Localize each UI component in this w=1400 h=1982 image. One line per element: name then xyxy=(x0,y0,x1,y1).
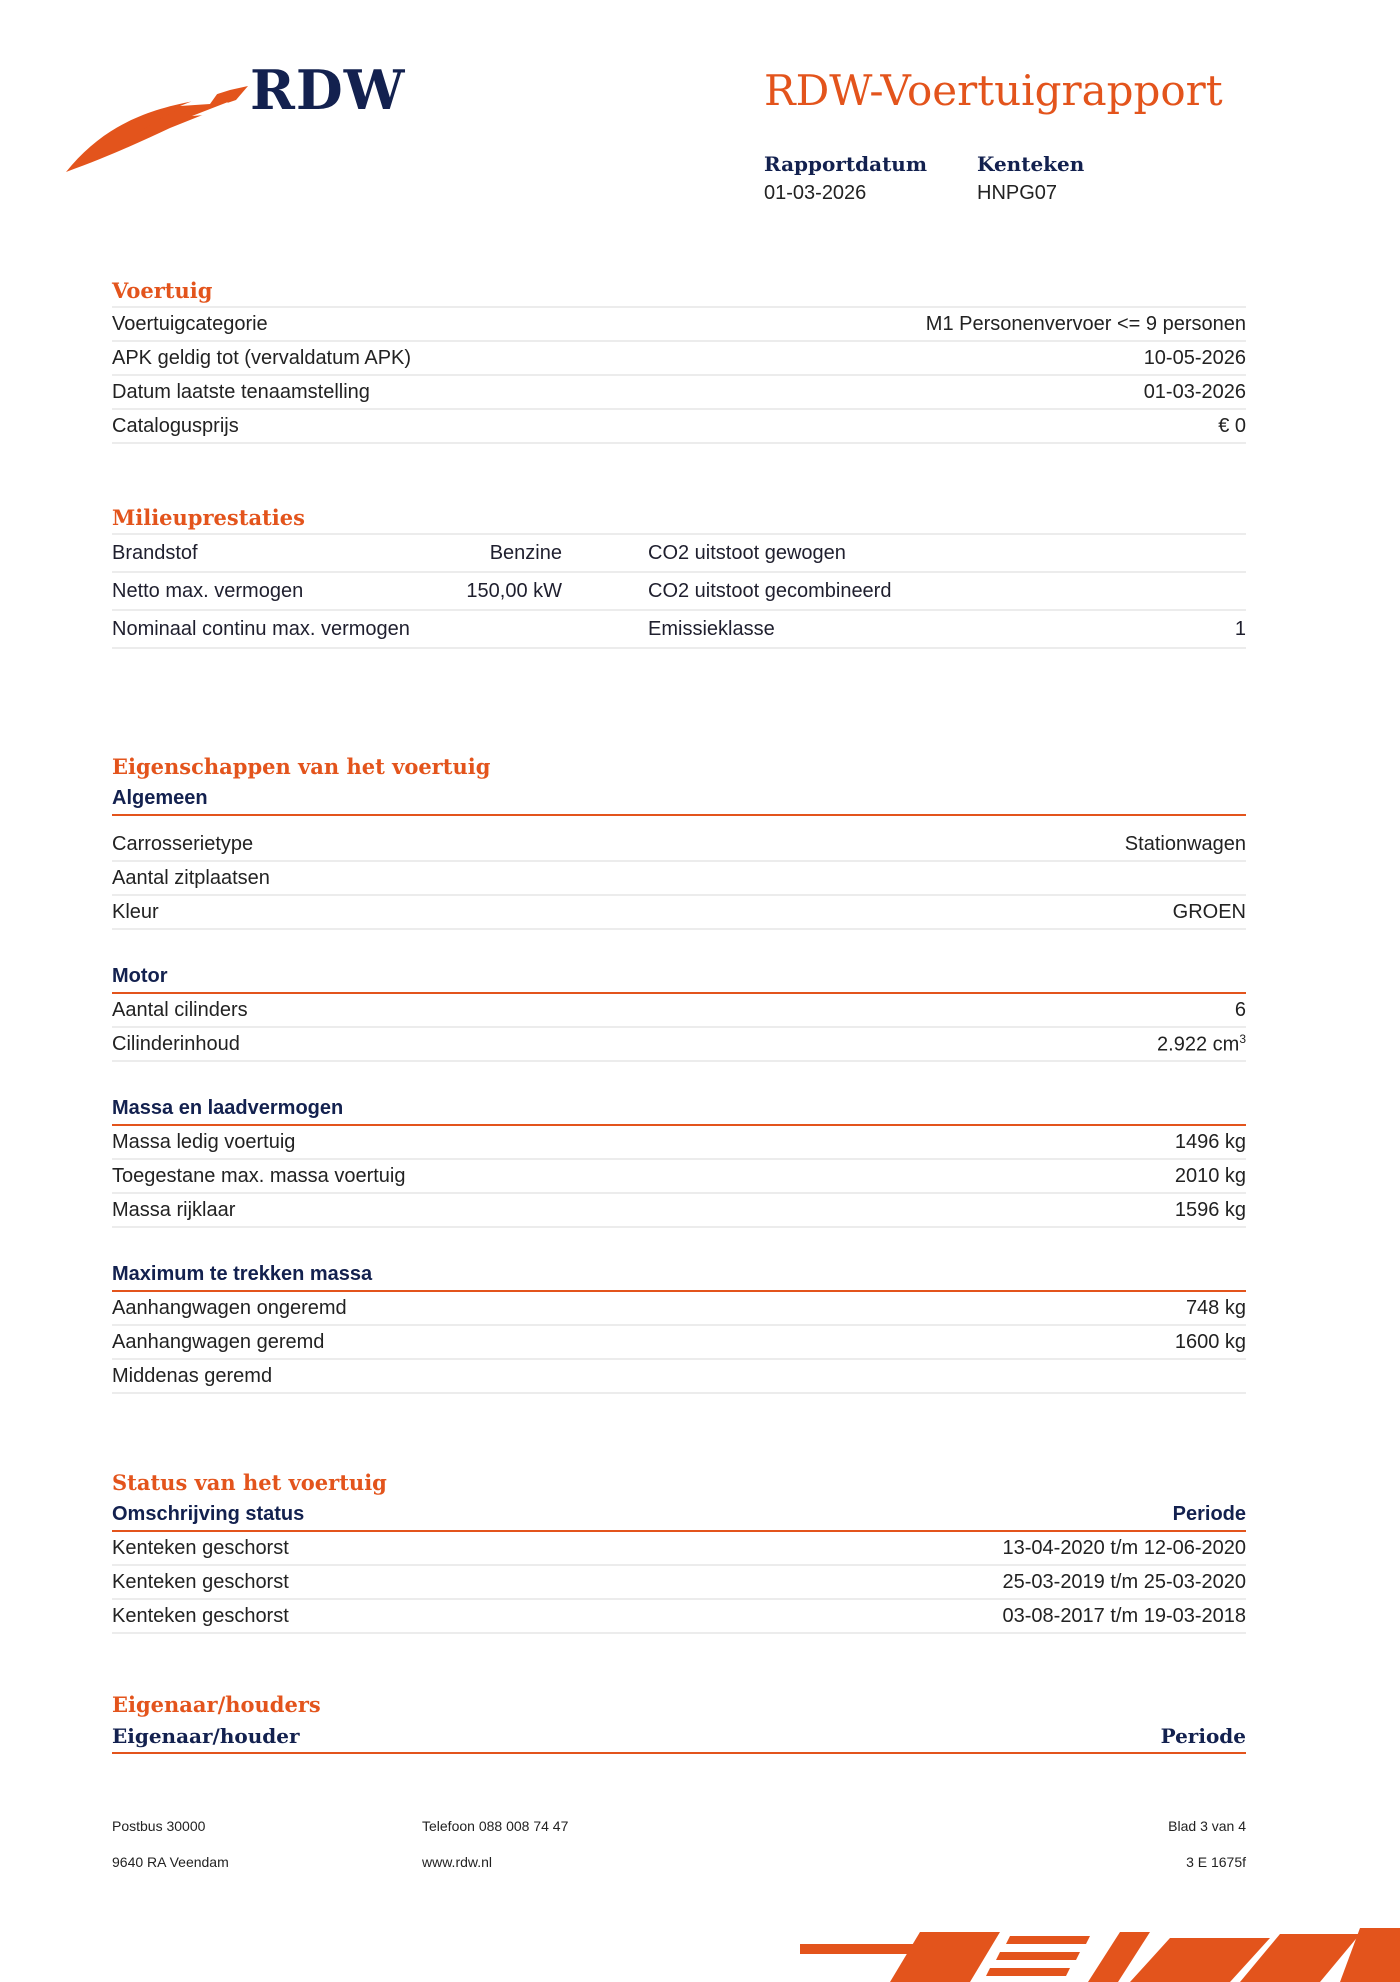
table-row xyxy=(112,306,1246,342)
section-milieu xyxy=(112,503,1246,649)
section-eigenaar xyxy=(112,1690,1246,1754)
row-label: Massa ledig voertuig xyxy=(112,1130,296,1153)
row-label: Brandstof xyxy=(112,541,198,564)
table-row xyxy=(112,611,1246,649)
row-label: Toegestane max. massa voertuig xyxy=(112,1164,406,1187)
table-row xyxy=(112,1532,1246,1566)
footer-postbus: Postbus 30000 xyxy=(112,1818,206,1834)
row-label: APK geldig tot (vervaldatum APK) xyxy=(112,346,412,369)
row-label: Netto max. vermogen xyxy=(112,579,304,602)
row-value xyxy=(1157,1032,1246,1057)
table-row xyxy=(112,828,1246,862)
row-label: Voertuigcategorie xyxy=(112,312,268,335)
subsection-title-massa: Massa en laadvermogen xyxy=(112,1092,1246,1126)
row-label: Kenteken geschorst xyxy=(112,1604,289,1627)
section-title: Eigenaar/houders xyxy=(112,1692,321,1717)
table-row xyxy=(112,994,1246,1028)
row-label: Nominaal continu max. vermogen xyxy=(112,617,410,640)
footer-page-number: Blad 3 van 4 xyxy=(1168,1818,1246,1834)
row-value: 150,00 kW xyxy=(466,579,562,602)
subsection-title-trekken: Maximum te trekken massa xyxy=(112,1258,1246,1292)
row-label: Carrosserietype xyxy=(112,832,254,855)
row-label: Cilinderinhoud xyxy=(112,1032,240,1055)
row-label: CO2 uitstoot gewogen xyxy=(648,541,846,564)
footer-phone: Telefoon 088 008 74 47 xyxy=(422,1818,569,1834)
table-row xyxy=(112,1292,1246,1326)
table-row xyxy=(112,342,1246,376)
row-value: Benzine xyxy=(489,541,562,564)
value-text: 2.922 cm xyxy=(1157,1033,1240,1056)
footer-code: 3 E 1675f xyxy=(1186,1854,1246,1870)
row-value: Stationwagen xyxy=(1124,832,1246,855)
row-value: 1600 kg xyxy=(1174,1330,1246,1353)
row-label: CO2 uitstoot gecombineerd xyxy=(648,579,892,602)
column-header: Periode xyxy=(1172,1503,1246,1525)
column-header: Eigenaar/houder xyxy=(112,1724,300,1748)
row-value: 10-05-2026 xyxy=(1143,346,1246,369)
row-value: 1 xyxy=(1234,617,1246,640)
row-label: Aanhangwagen ongeremd xyxy=(112,1296,347,1319)
table-row xyxy=(112,410,1246,444)
report-date-label: Rapportdatum xyxy=(764,152,928,176)
section-status xyxy=(112,1468,1246,1634)
row-label: Aanhangwagen geremd xyxy=(112,1330,325,1353)
section-voertuig xyxy=(112,276,1246,444)
section-title: Eigenschappen van het voertuig xyxy=(112,754,491,779)
row-label: Aantal cilinders xyxy=(112,998,248,1021)
row-value: 748 kg xyxy=(1185,1296,1246,1319)
row-value: 2010 kg xyxy=(1174,1164,1246,1187)
section-title: Status van het voertuig xyxy=(112,1470,387,1495)
row-label: Massa rijklaar xyxy=(112,1198,236,1221)
section-title: Milieuprestaties xyxy=(112,505,305,530)
row-value: M1 Personenvervoer <= 9 personen xyxy=(925,312,1246,335)
table-row xyxy=(112,1566,1246,1600)
row-value: 13-04-2020 t/m 12-06-2020 xyxy=(1002,1536,1246,1559)
row-label: Aantal zitplaatsen xyxy=(112,866,270,889)
plate-value: HNPG07 xyxy=(977,182,1058,204)
table-row xyxy=(112,1160,1246,1194)
row-value: 6 xyxy=(1234,998,1246,1021)
section-eigenschappen xyxy=(112,752,1246,1394)
table-row xyxy=(112,862,1246,896)
column-header: Omschrijving status xyxy=(112,1503,305,1525)
row-value: 01-03-2026 xyxy=(1143,380,1246,403)
subsection-title-motor: Motor xyxy=(112,960,1246,994)
report-date: 01-03-2026 xyxy=(764,182,867,204)
column-header: Periode xyxy=(1160,1724,1246,1748)
table-row xyxy=(112,896,1246,930)
row-value: € 0 xyxy=(1218,414,1246,437)
section-title: Voertuig xyxy=(112,278,213,303)
row-value: 1496 kg xyxy=(1174,1130,1246,1153)
row-label: Middenas geremd xyxy=(112,1364,273,1387)
table-row xyxy=(112,1326,1246,1360)
table-row xyxy=(112,1194,1246,1228)
plate-label: Kenteken xyxy=(977,152,1085,176)
footer-city: 9640 RA Veendam xyxy=(112,1854,229,1870)
subsection-title-algemeen: Algemeen xyxy=(112,782,1246,816)
row-label: Datum laatste tenaamstelling xyxy=(112,380,370,403)
row-value: 03-08-2017 t/m 19-03-2018 xyxy=(1002,1604,1246,1627)
road-stripes-icon xyxy=(800,1928,1400,1982)
eigenaar-header xyxy=(112,1720,1246,1754)
row-value: GROEN xyxy=(1172,900,1246,923)
row-value: 25-03-2019 t/m 25-03-2020 xyxy=(1002,1570,1246,1593)
table-row xyxy=(112,1028,1246,1062)
table-row xyxy=(112,1360,1246,1394)
row-label: Catalogusprijs xyxy=(112,414,239,437)
table-row xyxy=(112,1126,1246,1160)
table-row xyxy=(112,533,1246,573)
table-row xyxy=(112,1600,1246,1634)
footer-website[interactable]: www.rdw.nl xyxy=(422,1854,493,1870)
row-label: Emissieklasse xyxy=(648,617,775,640)
table-row xyxy=(112,573,1246,611)
page-title: RDW-Voertuigrapport xyxy=(764,66,1223,115)
row-label: Kenteken geschorst xyxy=(112,1570,289,1593)
status-header xyxy=(112,1498,1246,1532)
row-label: Kenteken geschorst xyxy=(112,1536,289,1559)
table-row xyxy=(112,376,1246,410)
unit-superscript: 3 xyxy=(1239,1031,1246,1046)
logo-text: RDW xyxy=(250,58,406,122)
row-value: 1596 kg xyxy=(1174,1198,1246,1221)
row-label: Kleur xyxy=(112,900,159,923)
